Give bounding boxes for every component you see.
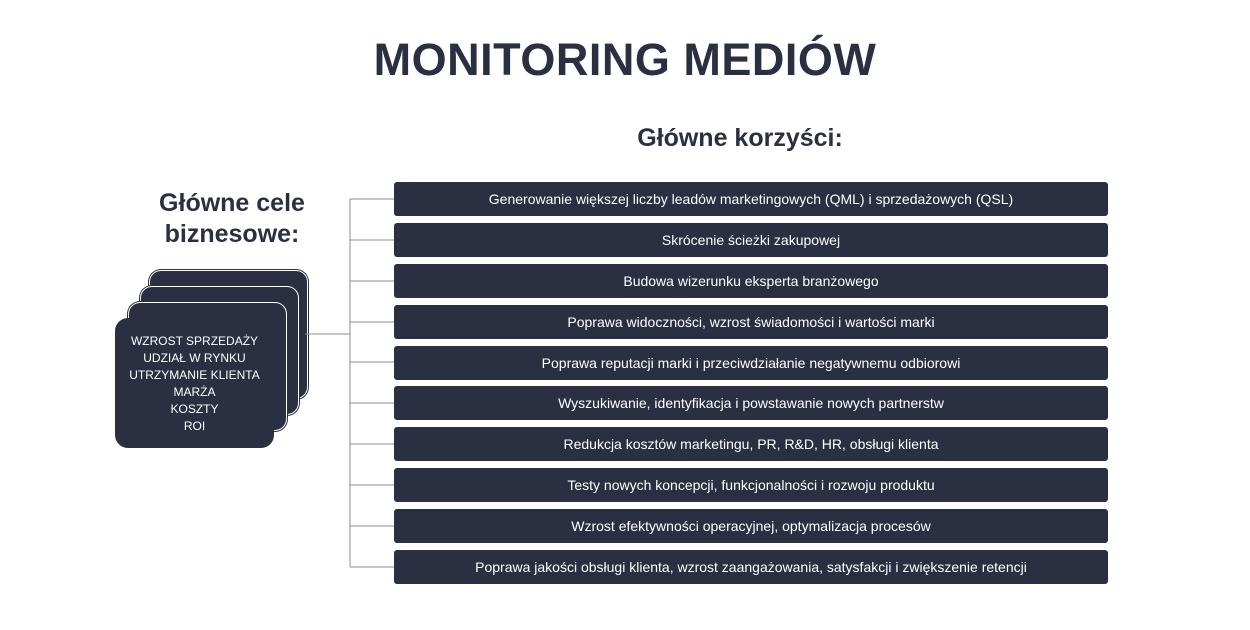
benefit-item: Poprawa jakości obsługi klienta, wzrost zaangażowania, satysfakcji i zwiększenie retencji bbox=[394, 550, 1108, 584]
benefit-item: Budowa wizerunku eksperta branżowego bbox=[394, 264, 1108, 298]
goal-item: MARŻA bbox=[173, 385, 216, 399]
page-title: MONITORING MEDIÓW bbox=[373, 34, 877, 85]
goal-item: ROI bbox=[183, 419, 206, 433]
benefit-item: Poprawa reputacji marki i przeciwdziałanie negatywnemu odbiorowi bbox=[394, 346, 1108, 380]
benefit-item: Poprawa widoczności, wzrost świadomości i wartości marki bbox=[394, 305, 1108, 339]
benefit-item: Generowanie większej liczby leadów marketingowych (QML) i sprzedażowych (QSL) bbox=[394, 182, 1108, 216]
benefit-item: Testy nowych koncepcji, funkcjonalności i rozwoju produktu bbox=[394, 468, 1108, 502]
benefit-item: Redukcja kosztów marketingu, PR, R&D, HR, obsługi klienta bbox=[394, 427, 1108, 461]
goal-item: WZROST SPRZEDAŻY bbox=[130, 334, 259, 348]
benefit-item: Wyszukiwanie, identyfikacja i powstawanie nowych partnerstw bbox=[394, 386, 1108, 420]
benefits-heading: Główne korzyści: bbox=[637, 124, 843, 152]
benefit-item: Wzrost efektywności operacyjnej, optymalizacja procesów bbox=[394, 509, 1108, 543]
goal-item: UDZIAŁ W RYNKU bbox=[143, 351, 246, 365]
business-goals-card bbox=[116, 319, 273, 447]
benefit-item: Skrócenie ścieżki zakupowej bbox=[394, 223, 1108, 257]
benefits-list bbox=[394, 182, 1108, 591]
goal-item: UTRZYMANIE KLIENTA bbox=[129, 368, 260, 382]
goals-heading: Główne cele biznesowe: bbox=[159, 189, 305, 248]
goal-item: KOSZTY bbox=[170, 402, 219, 416]
